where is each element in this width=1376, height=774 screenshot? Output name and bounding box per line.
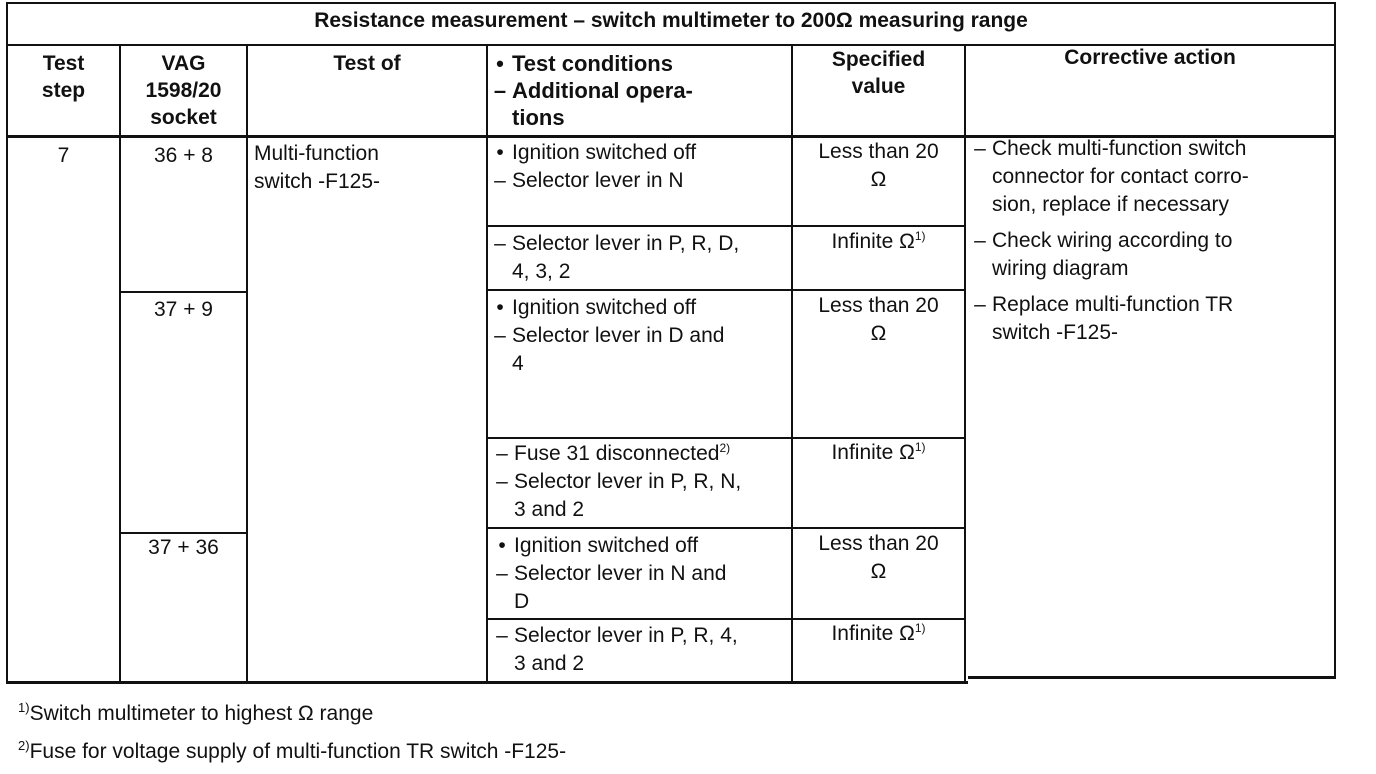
value-4: Infinite $\Omega^{1)}$: [831, 440, 926, 464]
test-step-value: 7: [57, 144, 70, 167]
condition-3: • Ignition switched off – Selector lever in D and 4: [494, 296, 725, 375]
value-6: Infinite $\Omega^{1)}$: [831, 621, 926, 645]
condition-1: • Ignition switched off – Selector lever in N: [494, 141, 697, 192]
socket-1: 36 + 8: [154, 144, 213, 167]
value-2: Infinite $\Omega^{1)}$: [831, 229, 926, 253]
header-specified-value: Specified value: [831, 48, 926, 98]
footnote-2: $^{2)}$Fuse for voltage supply of multi-function TR switch -F125-: [18, 738, 567, 763]
footnote-1: $^{1)}$Switch multimeter to highest Ω range: [18, 700, 374, 725]
header-corrective-action: Corrective action: [1064, 46, 1236, 69]
value-1: Less than 20 Ω: [818, 140, 939, 191]
condition-4: – Fuse 31 disconnected$^{2)}$ – Selector lever in P, R, N, 3 and 2: [496, 441, 742, 521]
corrective-actions: – Check multi-function switch connector for contact corro- sion, replace if necessary – Check wiring according to wiring diagram – Replace multi-function TR switch -F125-: [974, 137, 1249, 344]
socket-2: 37 + 9: [154, 298, 213, 321]
header-test-of: Test of: [333, 52, 401, 75]
condition-2: – Selector lever in P, R, D, 4, 3, 2: [494, 232, 740, 283]
header-test-conditions: • Test conditions – Additional opera- tions: [493, 51, 693, 130]
table-title: Resistance measurement – switch multimeter to 200Ω measuring range: [6, 2, 1336, 46]
value-5: Less than 20 Ω: [818, 532, 939, 583]
resistance-table: [6, 2, 1336, 682]
condition-6: – Selector lever in P, R, 4, 3 and 2: [496, 624, 738, 675]
condition-5: • Ignition switched off – Selector lever in N and D: [496, 534, 727, 613]
test-of-value: Multi-function switch -F125-: [254, 142, 381, 193]
header-socket: VAG 1598/20 socket: [145, 52, 222, 129]
value-3: Less than 20 Ω: [818, 294, 939, 345]
header-test-step: Test step: [41, 52, 86, 102]
socket-3: 37 + 36: [148, 536, 219, 559]
